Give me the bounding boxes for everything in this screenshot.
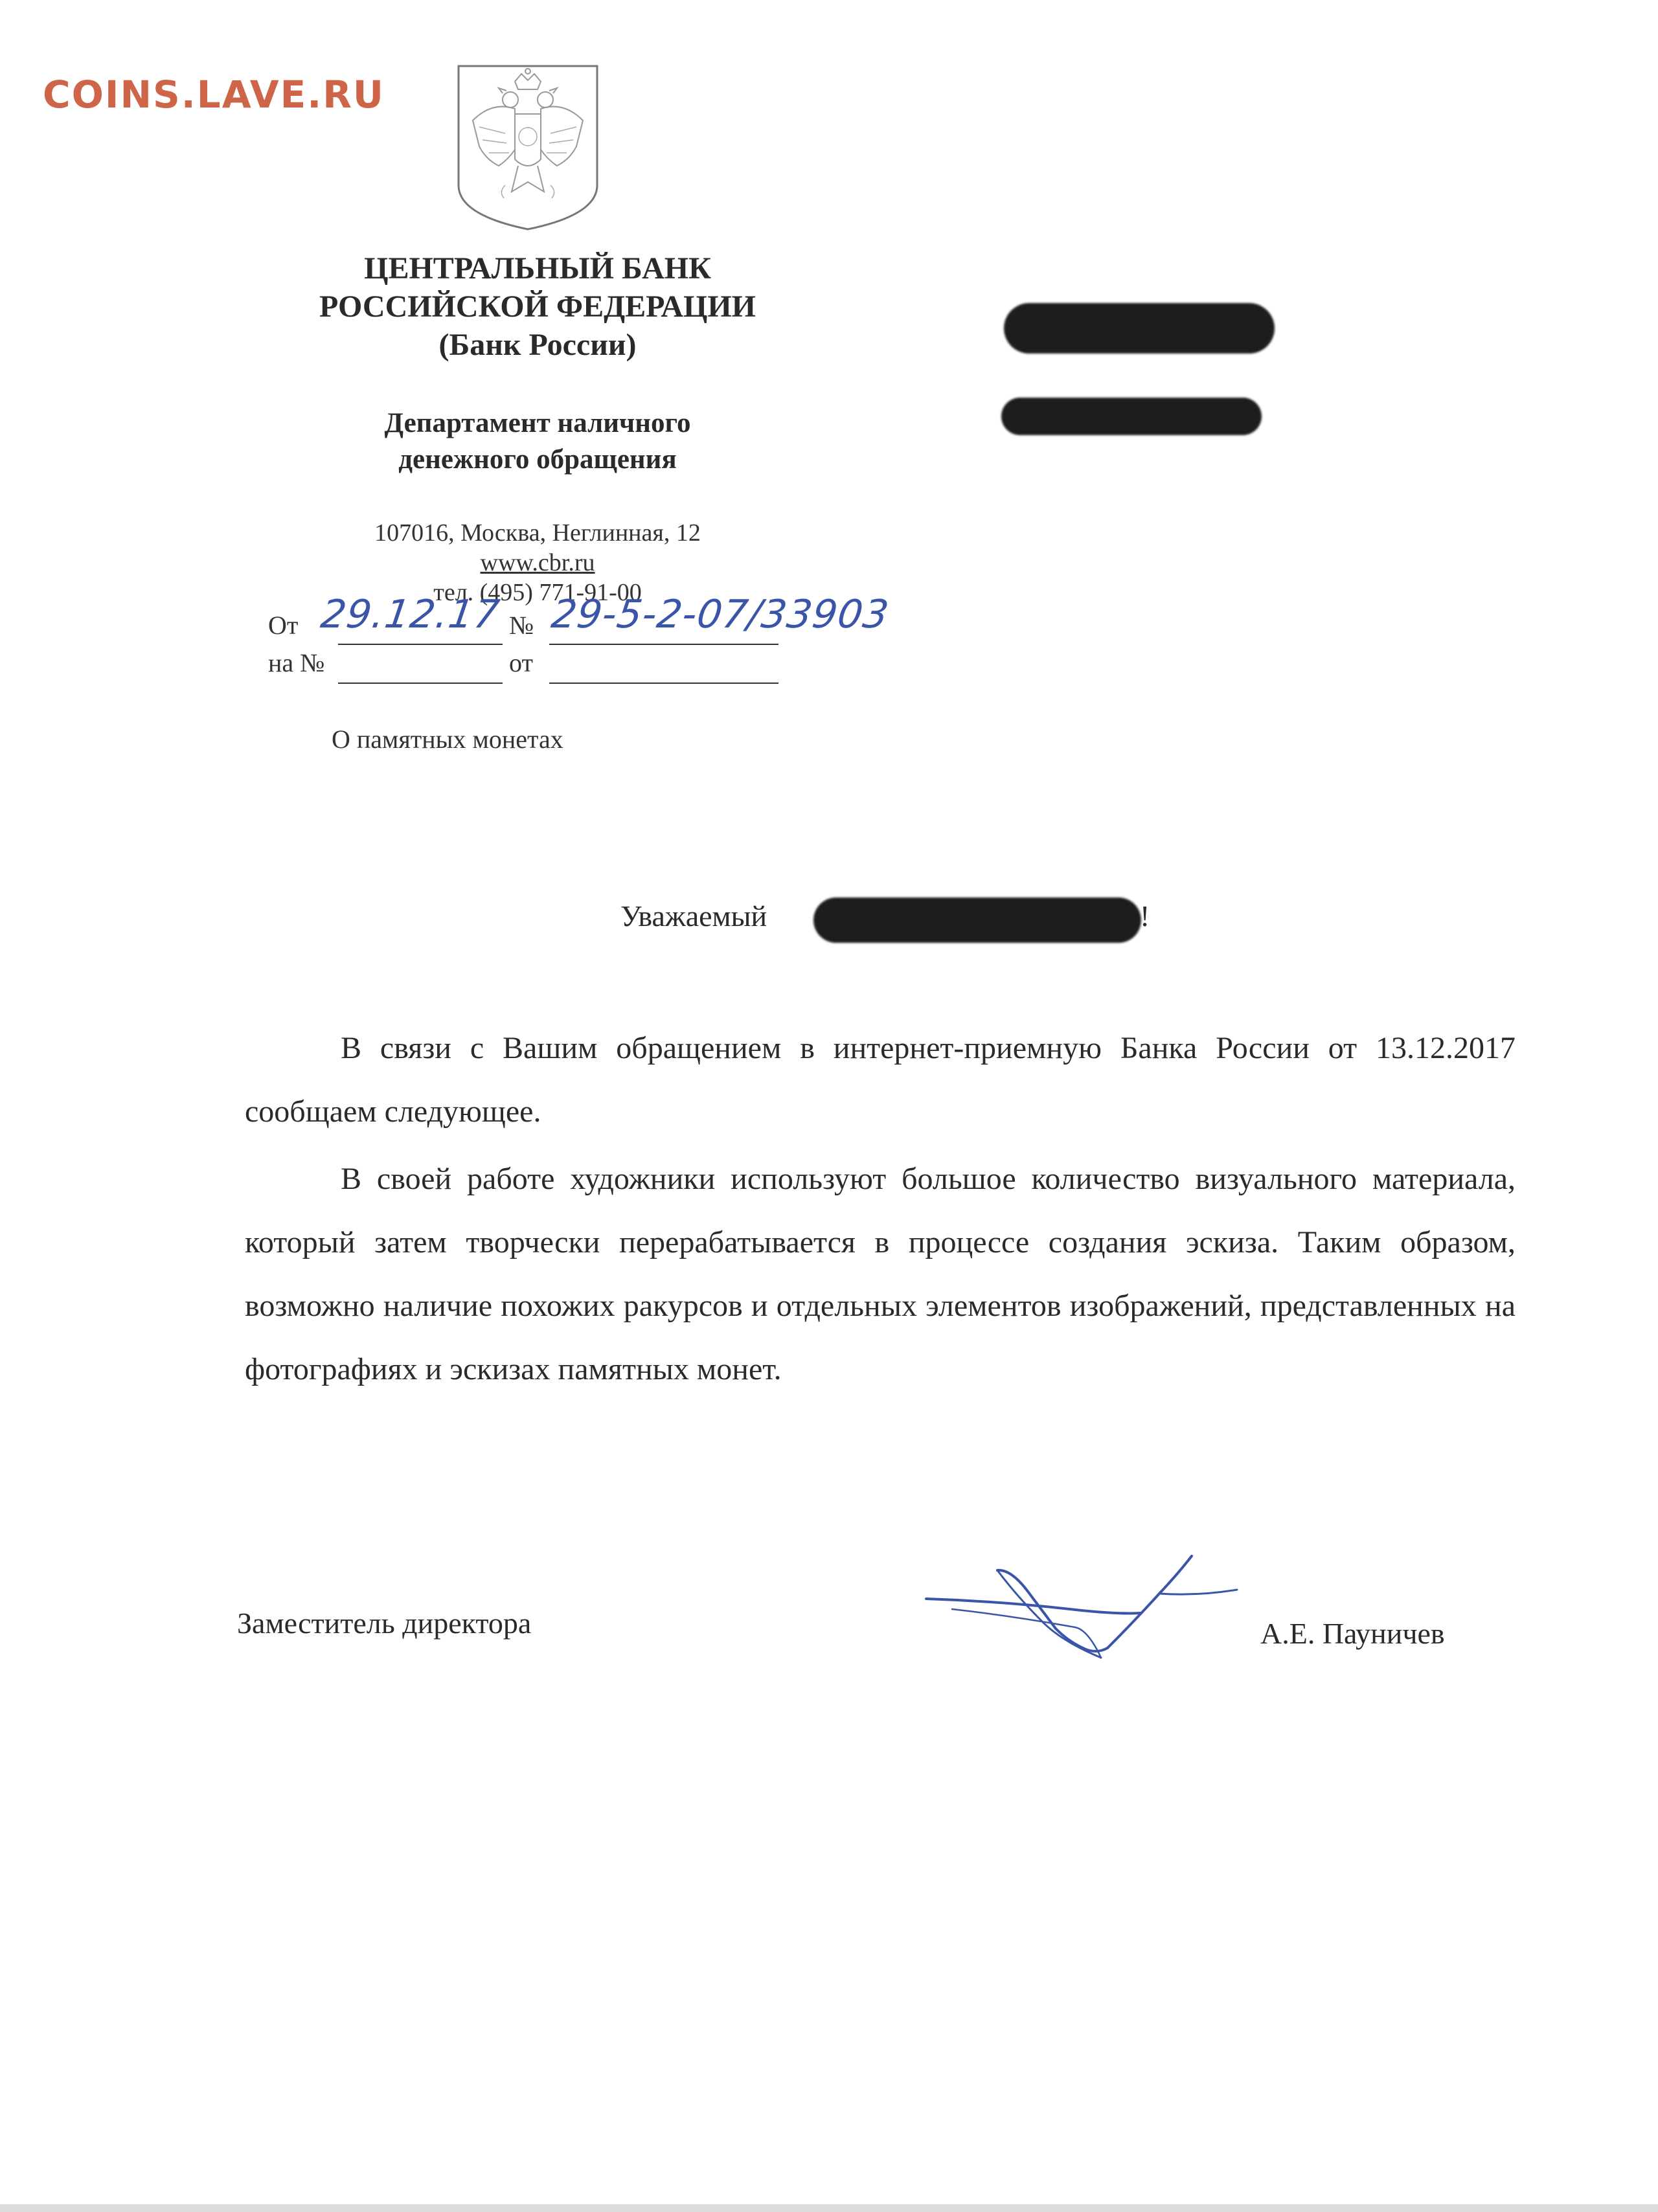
website-link[interactable]: www.cbr.ru bbox=[480, 549, 595, 576]
greeting-name-redaction bbox=[813, 897, 1141, 943]
coat-of-arms-icon bbox=[453, 62, 602, 232]
number-line bbox=[549, 644, 778, 645]
subject-line: О памятных монетах bbox=[332, 725, 563, 754]
phone: тел. (495) 771-91-00 bbox=[433, 579, 642, 606]
number-label: № bbox=[509, 611, 534, 640]
department-line1: Департамент наличного bbox=[384, 408, 691, 438]
number-handwritten: 29-5-2-07/33903 bbox=[549, 592, 892, 637]
recipient-redaction-1 bbox=[1004, 303, 1275, 354]
body-paragraph-1: В связи с Вашим обращением в интернет-приемную Банка России от 13.12.2017 сообщаем следующее. bbox=[245, 1031, 1516, 1129]
from-label: От bbox=[268, 611, 299, 640]
ref-label: на № bbox=[268, 648, 325, 677]
department-line2: денежного обращения bbox=[398, 444, 677, 475]
ref-date-line bbox=[549, 683, 778, 684]
date-handwritten: 29.12.17 bbox=[318, 592, 503, 637]
bank-name-line3: (Банк России) bbox=[438, 328, 637, 362]
bank-name-line2: РОССИЙСКОЙ ФЕДЕРАЦИИ bbox=[319, 289, 756, 324]
signatory-name: А.Е. Пауничев bbox=[1260, 1617, 1445, 1650]
signature-icon bbox=[913, 1551, 1250, 1680]
date-line bbox=[338, 644, 503, 645]
address: 107016, Москва, Неглинная, 12 bbox=[374, 519, 701, 547]
greeting-prefix: Уважаемый bbox=[620, 899, 767, 932]
greeting-suffix: ! bbox=[1140, 899, 1150, 932]
bank-name-line1: ЦЕНТРАЛЬНЫЙ БАНК bbox=[364, 251, 711, 286]
signatory-title: Заместитель директора bbox=[237, 1607, 532, 1640]
ref-from-label: от bbox=[509, 648, 533, 677]
recipient-redaction-2 bbox=[1001, 398, 1262, 435]
body-paragraph-2: В своей работе художники используют большое количество визуального материала, который затем творчески перерабатывается в процессе создания эскиза. Таким образом, возможно наличие похожих ракурсов и отдельных элементов изображений, представленных на фотографиях и эскизах памятных монет. bbox=[245, 1162, 1516, 1386]
page-bottom-edge bbox=[0, 2204, 1658, 2212]
ref-number-line bbox=[338, 683, 503, 684]
watermark: COINS.LAVE.RU bbox=[43, 73, 385, 117]
